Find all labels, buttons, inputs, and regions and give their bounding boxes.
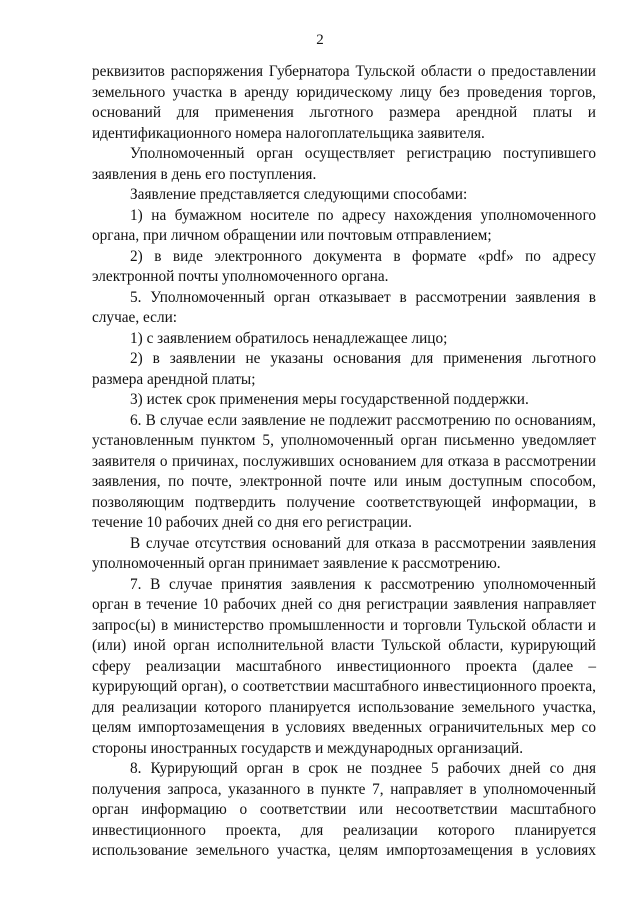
list-item-paper: 1) на бумажном носителе по адресу нахождения уполномоченного органа, при личном обращении или почтовым отправлением; bbox=[92, 206, 596, 244]
paragraph-section-6: 6. В случае если заявление не подлежит рассмотрению по основаниям, установленным пунктом 5, уполномоченный орган письменно уведомляет заявителя о причинах, послуживших основанием для отказа в рассмотрении заявления, по почте, электронной почте или иным доступным способом, позволяющим подтвердить получение соответствующей информации, в течение 10 рабочих дней со дня его регистрации. bbox=[92, 411, 596, 531]
document-body bbox=[92, 62, 596, 862]
paragraph-acceptance: В случае отсутствия оснований для отказа в рассмотрении заявления уполномоченный орган принимает заявление к рассмотрению. bbox=[92, 534, 596, 572]
paragraph-continuation: реквизитов распоряжения Губернатора Тульской области о предоставлении земельного участка в аренду юридическому лицу без проведения торгов, оснований для применения льготного размера арендной платы и идентификационного номера налогоплательщика заявителя. bbox=[92, 63, 596, 142]
paragraph-section-5: 5. Уполномоченный орган отказывает в рассмотрении заявления в случае, если: bbox=[92, 288, 596, 326]
page-number: 2 bbox=[316, 32, 324, 48]
paragraph-registration: Уполномоченный орган осуществляет регистрацию поступившего заявления в день его поступления. bbox=[92, 145, 596, 183]
paragraph-submission-methods: Заявление представляется следующими способами: bbox=[130, 186, 468, 203]
list-item-electronic: 2) в виде электронного документа в формате «pdf» по адресу электронной почты уполномоченного органа. bbox=[92, 247, 596, 285]
list-item-no-grounds: 2) в заявлении не указаны основания для применения льготного размера арендной платы; bbox=[92, 350, 596, 388]
paragraph-section-7: 7. В случае принятия заявления к рассмотрению уполномоченный орган в течение 10 рабочих дней со дня регистрации заявления направляет запрос(ы) в министерство промышленности и торговли Тульской области и (или) иной орган исполнительной власти Тульской области, курирующий сферу реализации масштабного инвестиционного проекта (далее – курирующий орган), о соответствии масштабного инвестиционного проекта, для реализации которого планируется использование земельного участка, целям импортозамещения в условиях введенных ограничительных мер со стороны иностранных государств и международных организаций. bbox=[92, 575, 596, 757]
list-item-improper-person: 1) с заявлением обратилось ненадлежащее лицо; bbox=[130, 329, 448, 347]
paragraph-section-8: 8. Курирующий орган в срок не позднее 5 рабочих дней со дня получения запроса, указанного в пункте 7, направляет в уполномоченный орган информацию о соответствии или несоответствии масштабного инвестиционного проекта, для реализации которого планируется использование земельного участка, целям импортозамещения в условиях bbox=[92, 760, 596, 859]
list-item-expired: 3) истек срок применения меры государственной поддержки. bbox=[130, 391, 529, 408]
